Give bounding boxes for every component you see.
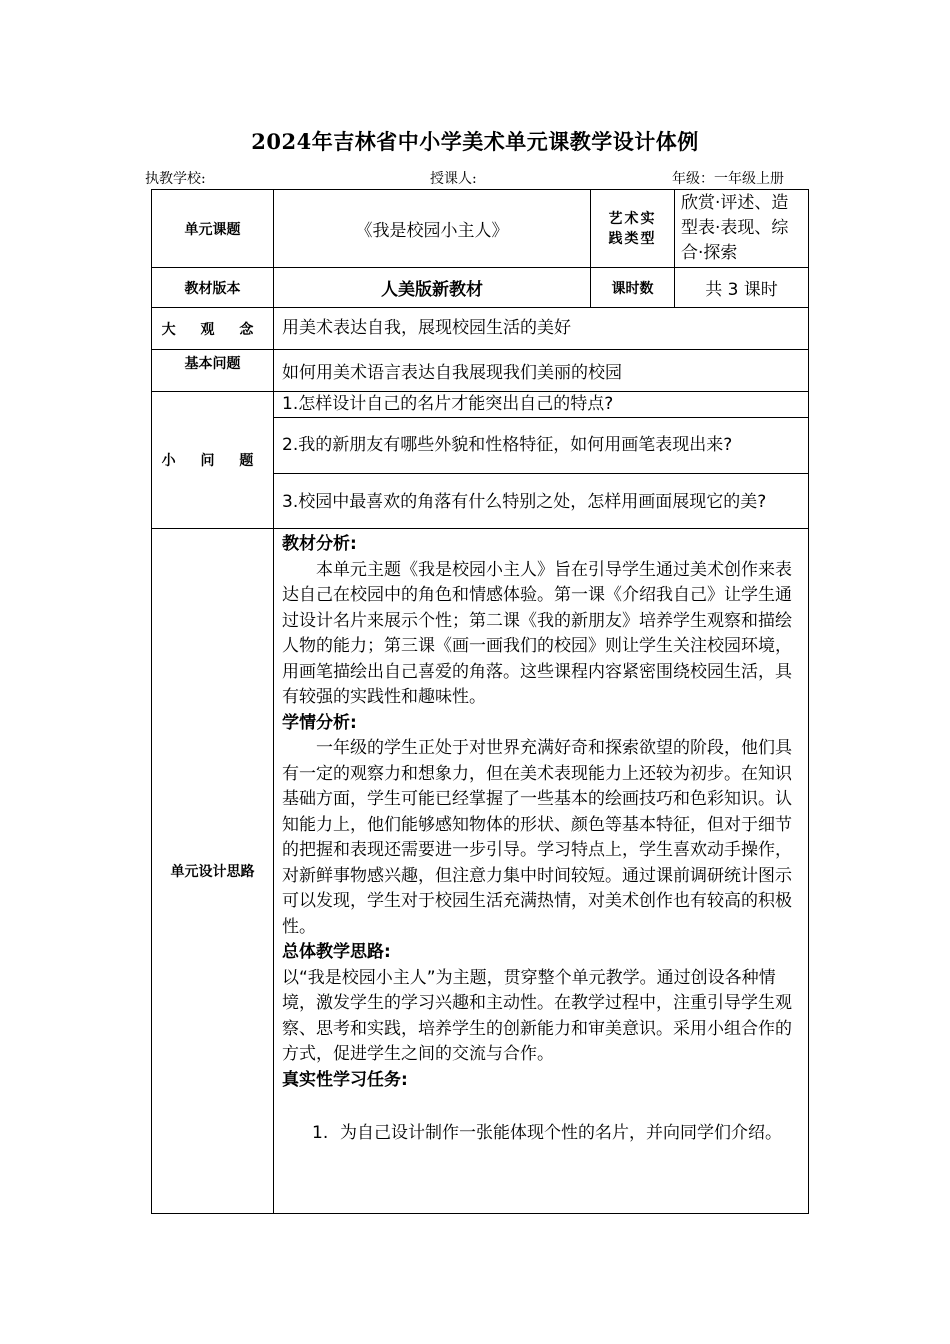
practice-type-label: 艺术实践类型 (591, 190, 675, 268)
textbook-label: 教材版本 (152, 268, 274, 308)
row-textbook (152, 268, 809, 308)
basic-question-label: 基本问题 (152, 350, 274, 392)
task-number: 1. (312, 1123, 329, 1143)
approach-heading: 总体教学思路: (282, 942, 391, 962)
school-label: 执教学校: (145, 171, 206, 187)
sub-question-1: 1.怎样设计自己的名片才能突出自己的特点? (274, 392, 809, 418)
lesson-design-table (151, 189, 809, 1214)
material-text-wrap (282, 558, 800, 711)
design-ideas-content (274, 529, 809, 1214)
hours-value: 共 3 课时 (675, 268, 809, 308)
row-unit-topic (152, 190, 809, 268)
student-text: 一年级的学生正处于对世界充满好奇和探索欲望的阶段，他们具有一定的观察力和想象力，但在美术表现能力上还较为初步。在知识基础方面，学生可能已经掌握了一些基本的绘画技巧和色彩知识。认知能力上，他们能够感知物体的形状、颜色等基本特征，但对于细节的把握和表现还需要进一步引导。学习特点上，学生喜欢动手操作，对新鲜事物感兴趣，但注意力集中时间较短。通过课前调研统计图示可以发现，学生对于校园生活充满热情，对美术创作也有较高的积极性。 (282, 738, 792, 937)
hours-label: 课时数 (591, 268, 675, 308)
sub-question-2: 2.我的新朋友有哪些外貌和性格特征，如何用画笔表现出来? (274, 418, 809, 474)
document-title: 2024年吉林省中小学美术单元课教学设计体例 (251, 129, 699, 154)
row-basic-question (152, 350, 809, 392)
unit-topic-value: 《我是校园小主人》 (274, 190, 591, 268)
design-ideas-label: 单元设计思路 (152, 529, 274, 1214)
big-idea-value: 用美术表达自我，展现校园生活的美好 (274, 308, 809, 350)
student-heading: 学情分析: (282, 712, 357, 733)
teacher-label: 授课人: (430, 171, 477, 187)
material-heading: 教材分析: (282, 534, 357, 554)
basic-question-value: 如何用美术语言表达自我展现我们美丽的校园 (274, 350, 809, 392)
grade-label: 年级：一年级上册 (672, 171, 784, 187)
row-big-idea (152, 308, 809, 350)
material-text: 本单元主题《我是校园小主人》旨在引导学生通过美术创作来表达自己在校园中的角色和情感体验。第一课《介绍我自己》让学生通过设计名片来展示个性；第二课《我的新朋友》培养学生观察和描绘人物的能力；第三课《画一画我们的校园》则让学生关注校园环境，用画笔描绘出自己喜爱的角落。这些课程内容紧密围绕校园生活，具有较强的实践性和趣味性。 (282, 559, 792, 707)
task-heading: 真实性学习任务: (282, 1069, 408, 1090)
row-sub-question-1 (152, 392, 809, 418)
approach-text: 以“我是校园小主人”为主题，贯穿整个单元教学。通过创设各种情境，激发学生的学习兴趣和主动性。在教学过程中，注重引导学生观察、思考和实践，培养学生的创新能力和审美意识。采用小组合作的方式，促进学生之间的交流与合作。 (282, 967, 792, 1064)
task-item (282, 1121, 800, 1147)
task-text: 为自己设计制作一张能体现个性的名片，并向同学们介绍。 (340, 1123, 782, 1143)
student-text-wrap (282, 736, 800, 940)
sub-questions-label: 小 问 题 (152, 392, 274, 529)
sub-question-3: 3.校园中最喜欢的角落有什么特别之处，怎样用画面展现它的美? (274, 474, 809, 529)
row-design-ideas (152, 529, 809, 1214)
practice-type-value: 欣赏·评述、造型表·表现、综合·探索 (675, 190, 809, 268)
big-idea-label: 大 观 念 (152, 308, 274, 350)
unit-topic-label: 单元课题 (152, 190, 274, 268)
textbook-value: 人美版新教材 (274, 268, 591, 308)
